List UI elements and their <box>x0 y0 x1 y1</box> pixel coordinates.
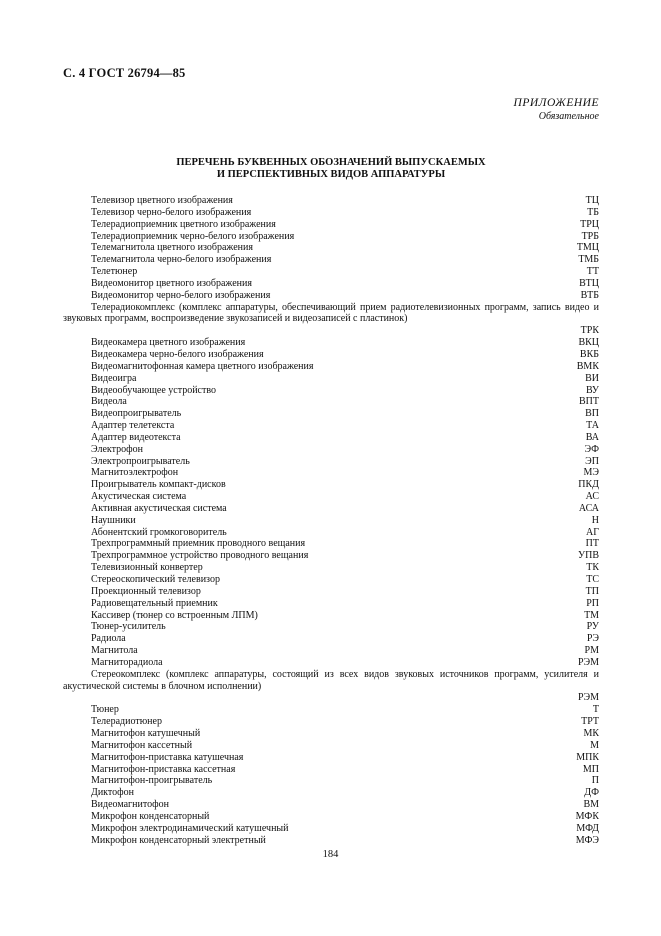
list-item <box>63 290 599 302</box>
list-item <box>63 621 599 633</box>
list-item <box>63 562 599 574</box>
item-name: Телерадиоприемник черно-белого изображения <box>91 230 295 242</box>
item-name: Телемагнитола цветного изображения <box>91 242 253 254</box>
item-code-line <box>63 692 599 704</box>
item-name: Трехпрограммное устройство проводного вещания <box>91 550 309 562</box>
list-item <box>63 835 599 847</box>
item-name: Проигрыватель компакт-дисков <box>91 479 226 491</box>
item-name: Магнитофон-проигрыватель <box>91 775 213 787</box>
item-name: Видеомонитор черно-белого изображения <box>91 289 271 301</box>
item-code: ТМБ <box>578 254 599 266</box>
item-code: РЭ <box>586 633 599 645</box>
item-code: Т <box>592 704 599 716</box>
item-name: Трехпрограммный приемник проводного вещания <box>91 538 306 550</box>
item-name: Видеомагнитофон <box>91 799 169 811</box>
item-code: ЭП <box>585 455 599 467</box>
item-name: Телевизор цветного изображения <box>91 195 233 206</box>
list-item <box>63 361 599 373</box>
list-item <box>63 752 599 764</box>
list-item <box>63 775 599 787</box>
item-code: ТРТ <box>581 716 599 728</box>
item-name: Телевизионный конвертер <box>91 562 203 574</box>
item-code: ТМ <box>584 609 599 621</box>
item-name: Радиола <box>91 633 126 645</box>
item-name: Микрофон конденсаторный <box>91 810 210 822</box>
item-name: Магнитофон кассетный <box>91 739 193 751</box>
item-code: ТРЦ <box>580 218 599 230</box>
document-title <box>63 157 599 181</box>
list-item <box>63 456 599 468</box>
item-code: ТЦ <box>585 195 599 206</box>
item-name: Радиовещательный приемник <box>91 597 218 609</box>
item-name: Кассивер (тюнер со встроенным ЛПМ) <box>91 609 258 621</box>
item-code: ТМЦ <box>576 242 599 254</box>
item-code: ЭФ <box>584 443 599 455</box>
list-item <box>63 479 599 491</box>
list-item <box>63 432 599 444</box>
item-code: ПТ <box>585 538 599 550</box>
list-item <box>63 550 599 562</box>
item-name: Стереокомплекс (комплекс аппаратуры, состоящий из всех видов звуковых источников программ, усилителя и акустической системы в блочном исполнении) <box>63 668 599 692</box>
item-code: ТК <box>586 562 599 574</box>
item-code: ВКЦ <box>578 337 599 349</box>
item-code: ВПТ <box>579 396 599 408</box>
list-item <box>63 598 599 610</box>
item-code: ВМК <box>576 360 599 372</box>
item-name: Телетюнер <box>91 266 138 278</box>
item-code: УПВ <box>578 550 599 562</box>
list-item <box>63 823 599 835</box>
item-code: МФК <box>575 810 599 822</box>
item-code: РУ <box>586 621 599 633</box>
item-name: Телерадиоприемник цветного изображения <box>91 218 276 230</box>
item-name: Абонентский громкоговоритель <box>91 526 227 538</box>
list-item <box>63 669 599 705</box>
item-code: ВТБ <box>580 289 599 301</box>
item-name: Магнитоэлектрофон <box>91 467 179 479</box>
list-item <box>63 645 599 657</box>
appendix-title: ПРИЛОЖЕНИЕ <box>513 97 599 109</box>
item-name: Телерадиокомплекс (комплекс аппаратуры, обеспечивающий прием радиотелевизионных программ, запись видео и звуковых программ, воспроизведение звукозаписей и видеозаписей с пластинок) <box>63 301 599 325</box>
item-name: Магниторадиола <box>91 656 163 668</box>
item-name: Адаптер видеотекста <box>91 431 181 443</box>
title-line-2: И ПЕРСПЕКТИВНЫХ ВИДОВ АППАРАТУРЫ <box>216 169 446 180</box>
list-item <box>63 787 599 799</box>
list-item <box>63 396 599 408</box>
item-name: Микрофон конденсаторный электретный <box>91 834 266 846</box>
item-code: АСА <box>578 502 599 514</box>
list-item <box>63 242 599 254</box>
item-name: Видеообучающее устройство <box>91 384 217 396</box>
list-item <box>63 586 599 598</box>
title-line-1: ПЕРЕЧЕНЬ БУКВЕННЫХ ОБОЗНАЧЕНИЙ ВЫПУСКАЕМЫХ <box>176 157 486 168</box>
item-name: Видеоигра <box>91 372 137 384</box>
item-code: РМ <box>584 645 599 657</box>
item-code: МЭ <box>583 467 599 479</box>
list-item <box>63 302 599 338</box>
item-code: МФЭ <box>575 834 599 846</box>
list-item <box>63 704 599 716</box>
item-name: Адаптер телетекста <box>91 420 175 432</box>
list-item <box>63 254 599 266</box>
item-name: Диктофон <box>91 787 134 799</box>
list-item <box>63 467 599 479</box>
item-name: Видеола <box>91 396 127 408</box>
item-code: МП <box>582 763 599 775</box>
item-name: Электрофон <box>91 443 143 455</box>
item-name: Видеопроигрыватель <box>91 408 182 420</box>
list-item <box>63 610 599 622</box>
item-name: Магнитофон катушечный <box>91 727 201 739</box>
item-name: Видеокамера цветного изображения <box>91 337 246 349</box>
list-item <box>63 799 599 811</box>
list-item <box>63 195 599 207</box>
item-code: АГ <box>585 526 599 538</box>
list-item <box>63 408 599 420</box>
item-code: ТП <box>585 585 599 597</box>
item-name: Видеокамера черно-белого изображения <box>91 348 264 360</box>
item-code: ВУ <box>586 384 599 396</box>
item-name: Телерадиотюнер <box>91 716 162 728</box>
item-code: ВП <box>585 408 599 420</box>
item-code: П <box>591 775 599 787</box>
item-code-line <box>63 325 599 337</box>
list-item <box>63 716 599 728</box>
list-item <box>63 633 599 645</box>
item-name: Магнитофон-приставка кассетная <box>91 763 236 775</box>
item-name: Магнитофон-приставка катушечная <box>91 751 244 763</box>
list-item <box>63 444 599 456</box>
list-item <box>63 266 599 278</box>
item-code: ТТ <box>586 266 599 278</box>
item-code: М <box>590 739 599 751</box>
list-item <box>63 503 599 515</box>
list-item <box>63 385 599 397</box>
item-name: Тюнер-усилитель <box>91 621 166 633</box>
list-item <box>63 207 599 219</box>
list-item <box>63 278 599 290</box>
list-item <box>63 491 599 503</box>
item-code: АС <box>585 491 599 503</box>
item-code: ТС <box>586 574 599 585</box>
item-name: Электропроигрыватель <box>91 455 190 467</box>
item-code: ВМ <box>583 799 599 811</box>
list-item <box>63 420 599 432</box>
item-code: ВКБ <box>579 348 599 360</box>
list-item <box>63 538 599 550</box>
list-item <box>63 349 599 361</box>
item-name: Стереоскопический телевизор <box>91 574 220 585</box>
appendix-subtitle: Обязательное <box>538 111 599 122</box>
item-code: ТРК <box>580 325 599 337</box>
designation-list <box>63 195 599 846</box>
item-name: Телевизор черно-белого изображения <box>91 206 252 218</box>
item-name: Наушники <box>91 514 136 526</box>
item-code: ВТЦ <box>579 277 599 289</box>
item-code: ДФ <box>584 787 599 799</box>
item-code: ВА <box>585 431 599 443</box>
list-item <box>63 764 599 776</box>
item-code: МФД <box>576 822 599 834</box>
item-name: Магнитола <box>91 645 138 657</box>
item-code: ТА <box>586 420 599 432</box>
item-code: ТРБ <box>581 230 599 242</box>
list-item <box>63 515 599 527</box>
item-name: Видеомонитор цветного изображения <box>91 277 252 289</box>
list-item <box>63 219 599 231</box>
item-code: РП <box>586 597 599 609</box>
page-header: С. 4 ГОСТ 26794—85 <box>63 66 186 80</box>
item-name: Телемагнитола черно-белого изображения <box>91 254 272 266</box>
item-code: МК <box>583 727 599 739</box>
page-number: 184 <box>322 849 339 860</box>
appendix-label <box>514 97 599 122</box>
list-item <box>63 728 599 740</box>
list-item <box>63 527 599 539</box>
list-item <box>63 337 599 349</box>
item-name: Тюнер <box>91 704 119 716</box>
item-name: Акустическая система <box>91 491 187 503</box>
item-code: ВИ <box>585 372 599 384</box>
item-name: Проекционный телевизор <box>91 585 201 597</box>
item-code: ПКД <box>578 479 599 491</box>
item-name: Активная акустическая система <box>91 502 227 514</box>
item-code: Н <box>591 514 599 526</box>
list-item <box>63 373 599 385</box>
list-item <box>63 231 599 243</box>
item-name: Видеомагнитофонная камера цветного изображения <box>91 360 314 372</box>
item-name: Микрофон электродинамический катушечный <box>91 822 289 834</box>
item-code: РЭМ <box>577 692 599 704</box>
list-item <box>63 740 599 752</box>
list-item <box>63 574 599 586</box>
list-item <box>63 811 599 823</box>
list-item <box>63 657 599 669</box>
item-code: РЭМ <box>577 656 599 668</box>
item-code: ТБ <box>587 206 599 218</box>
item-code: МПК <box>576 751 599 763</box>
